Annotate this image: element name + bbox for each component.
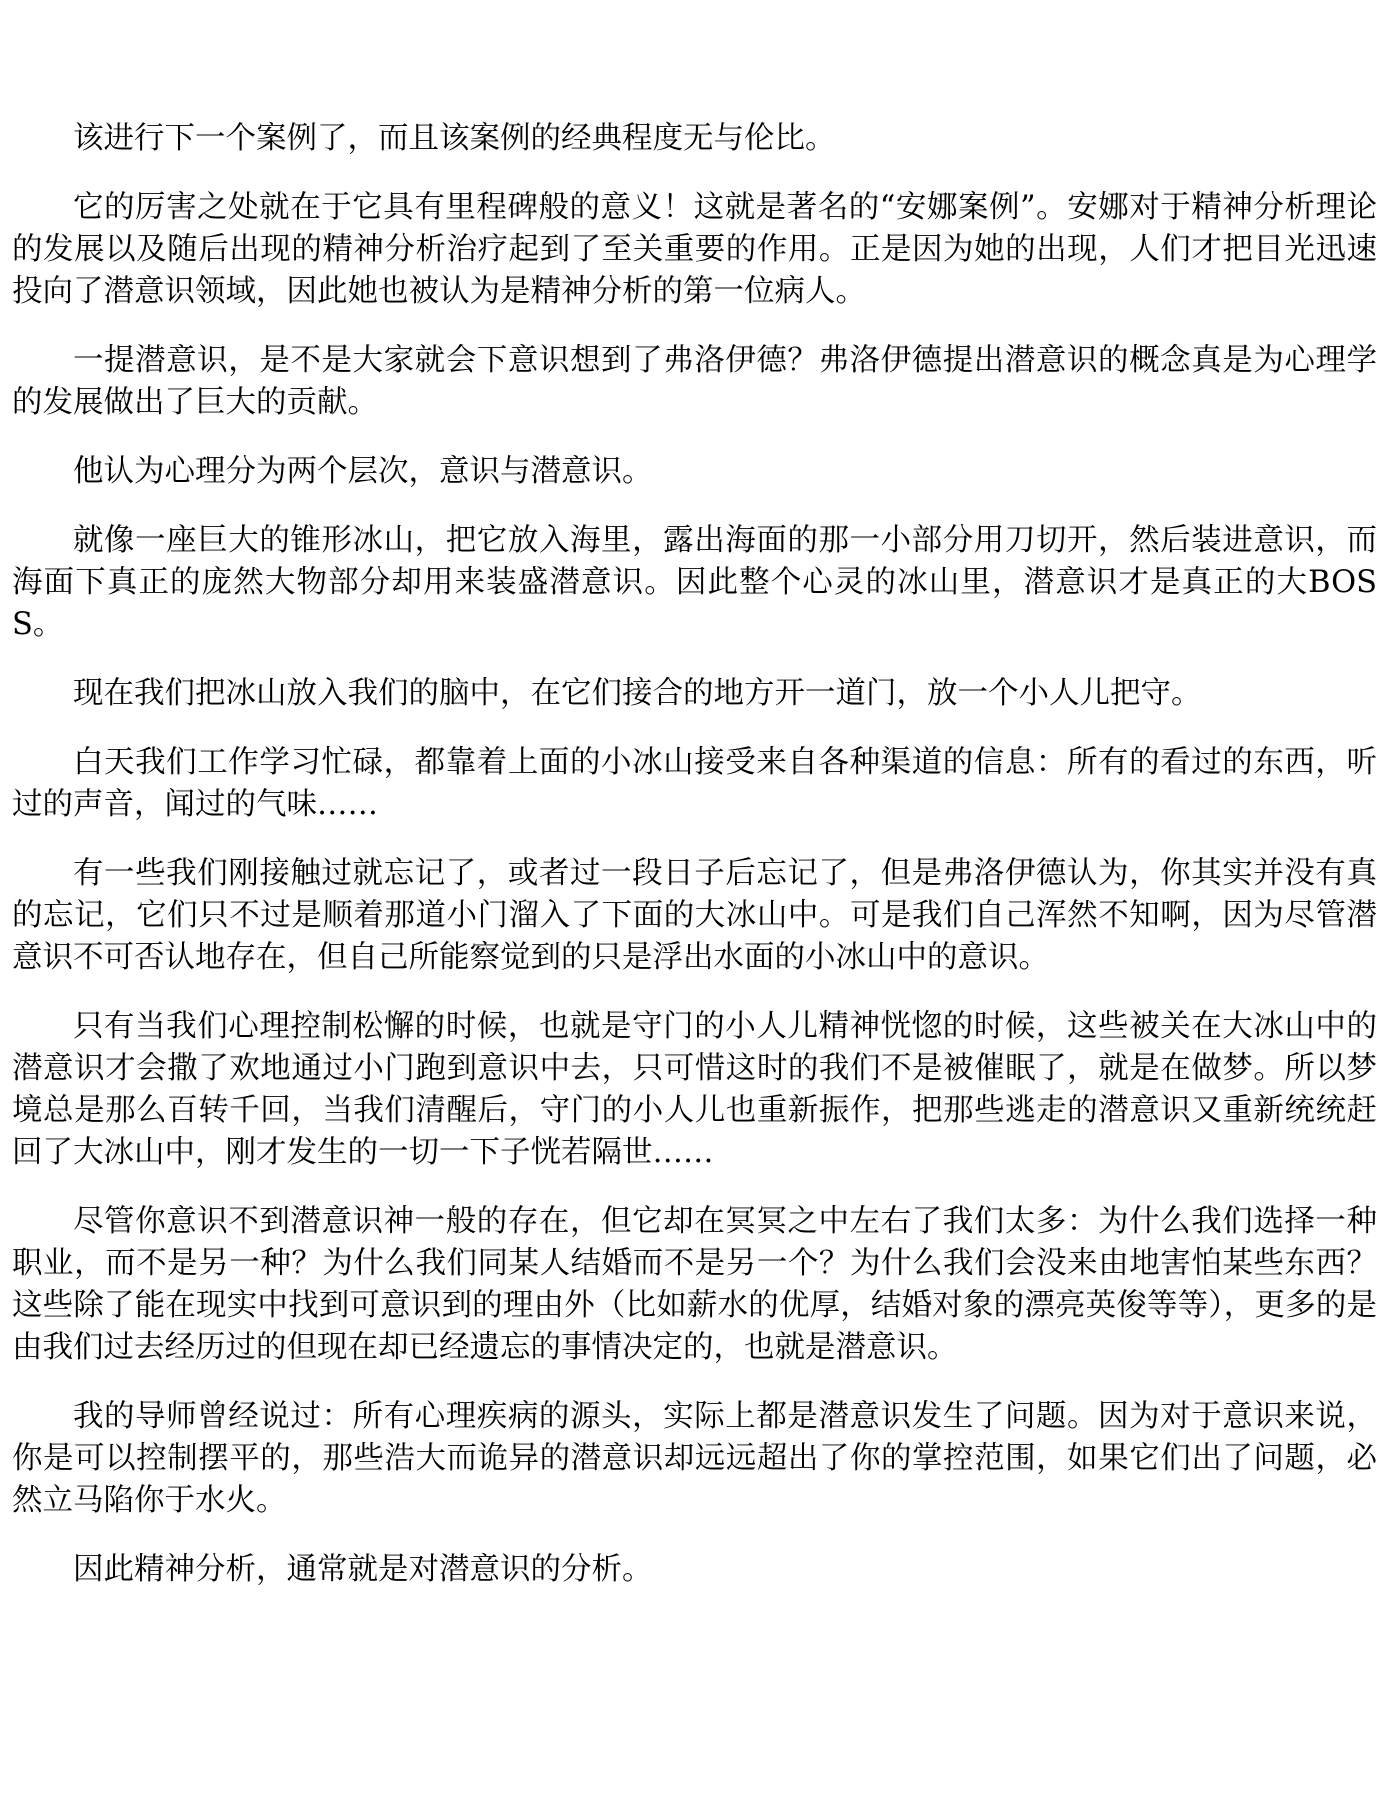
paragraph-12: 因此精神分析，通常就是对潜意识的分析。 xyxy=(73,1552,653,1587)
paragraph-7: 白天我们工作学习忙碌，都靠着上面的小冰山接受来自各种渠道的信息：所有的看过的东西，听过的声音，闻过的气味…… xyxy=(12,745,1377,822)
paragraph-6: 现在我们把冰山放入我们的脑中，在它们接合的地方开一道门，放一个小人儿把守。 xyxy=(73,676,1202,711)
paragraph-11: 我的导师曾经说过：所有心理疾病的源头，实际上都是潜意识发生了问题。因为对于意识来说，你是可以控制摆平的，那些浩大而诡异的潜意识却远远超出了你的掌控范围，如果它们出了问题，必然立马陷你于水火。 xyxy=(12,1399,1377,1518)
paragraph-8: 有一些我们刚接触过就忘记了，或者过一段日子后忘记了，但是弗洛伊德认为，你其实并没有真的忘记，它们只不过是顺着那道小门溜入了下面的大冰山中。可是我们自己浑然不知啊，因为尽管潜意识不可否认地存在，但自己所能察觉到的只是浮出水面的小冰山中的意识。 xyxy=(12,856,1377,975)
paragraph-2: 它的厉害之处就在于它具有里程碑般的意义！这就是著名的“安娜案例”。安娜对于精神分析理论的发展以及随后出现的精神分析治疗起到了至关重要的作用。正是因为她的出现，人们才把目光迅速投向了潜意识领域，因此她也被认为是精神分析的第一位病人。 xyxy=(12,190,1377,309)
paragraph-1: 该进行下一个案例了，而且该案例的经典程度无与伦比。 xyxy=(73,121,836,156)
paragraph-3: 一提潜意识，是不是大家就会下意识想到了弗洛伊德？弗洛伊德提出潜意识的概念真是为心理学的发展做出了巨大的贡献。 xyxy=(12,343,1377,420)
paragraph-10: 尽管你意识不到潜意识神一般的存在，但它却在冥冥之中左右了我们太多：为什么我们选择一种职业，而不是另一种？为什么我们同某人结婚而不是另一个？为什么我们会没来由地害怕某些东西？这些除了能在现实中找到可意识到的理由外（比如薪水的优厚，结婚对象的漂亮英俊等等），更多的是由我们过去经历过的但现在却已经遗忘的事情决定的，也就是潜意识。 xyxy=(12,1204,1377,1365)
document-body xyxy=(12,118,1377,1618)
paragraph-4: 他认为心理分为两个层次，意识与潜意识。 xyxy=(73,454,653,489)
paragraph-9: 只有当我们心理控制松懈的时候，也就是守门的小人儿精神恍惚的时候，这些被关在大冰山中的潜意识才会撒了欢地通过小门跑到意识中去，只可惜这时的我们不是被催眠了，就是在做梦。所以梦境总是那么百转千回，当我们清醒后，守门的小人儿也重新振作，把那些逃走的潜意识又重新统统赶回了大冰山中，刚才发生的一切一下子恍若隔世…… xyxy=(12,1009,1377,1170)
paragraph-5: 就像一座巨大的锥形冰山，把它放入海里，露出海面的那一小部分用刀切开，然后装进意识，而海面下真正的庞然大物部分却用来装盛潜意识。因此整个心灵的冰山里，潜意识才是真正的大BOSS。 xyxy=(12,523,1377,642)
